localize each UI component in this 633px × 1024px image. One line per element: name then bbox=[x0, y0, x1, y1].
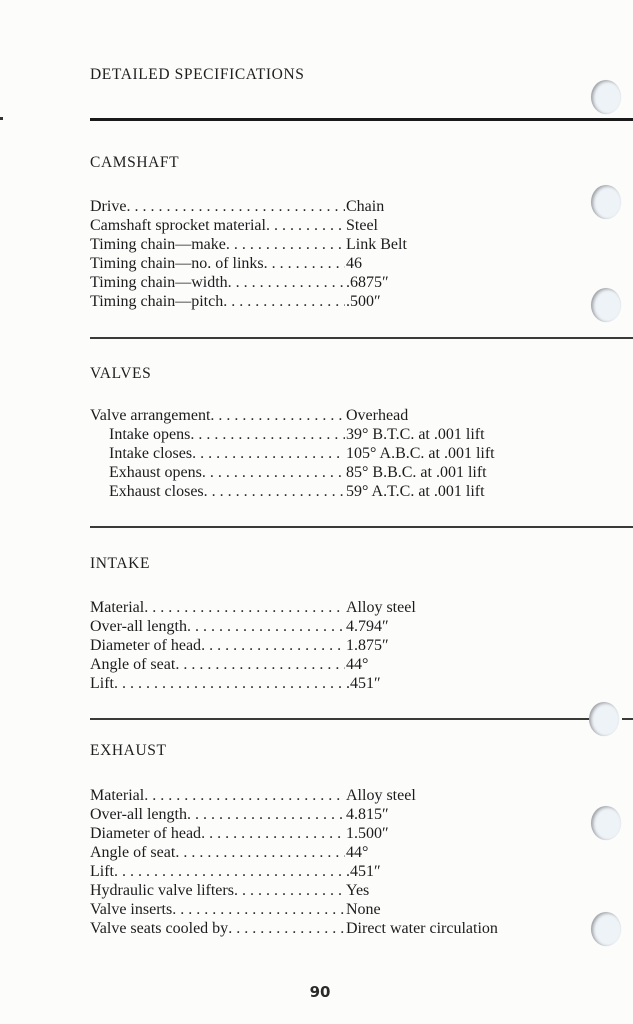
spec-label: Exhaust opens bbox=[109, 464, 202, 481]
spec-label: Timing chain—no. of links bbox=[90, 255, 264, 272]
spec-label: Over-all length bbox=[90, 618, 187, 635]
spec-row bbox=[90, 292, 560, 311]
spec-row bbox=[90, 881, 560, 900]
spec-row bbox=[90, 919, 560, 938]
spec-label: Material bbox=[90, 599, 145, 616]
spec-label: Valve seats cooled by bbox=[90, 920, 229, 937]
spec-label: Intake closes bbox=[109, 445, 193, 462]
spec-value: 1.500″ bbox=[346, 825, 389, 842]
section-title-valves: VALVES bbox=[90, 365, 152, 382]
spec-value: 85° B.B.C. at .001 lift bbox=[346, 464, 487, 481]
spec-row bbox=[90, 636, 560, 655]
spec-label: Material bbox=[90, 787, 145, 804]
spec-row bbox=[90, 444, 560, 463]
binder-hole-icon bbox=[589, 702, 619, 736]
section-divider-tail bbox=[622, 718, 633, 720]
spec-label: Angle of seat bbox=[90, 844, 176, 861]
spec-label: Angle of seat bbox=[90, 656, 176, 673]
spec-value: 4.794″ bbox=[346, 618, 389, 635]
binder-hole-icon bbox=[591, 806, 621, 840]
binder-hole-icon bbox=[591, 80, 621, 114]
spec-row bbox=[90, 482, 560, 501]
spec-value: .451″ bbox=[346, 863, 381, 880]
spec-row bbox=[90, 273, 560, 292]
spec-value: Overhead bbox=[346, 407, 409, 424]
spec-value: Yes bbox=[346, 882, 370, 899]
spec-value: 1.875″ bbox=[346, 637, 389, 654]
valves-spec-table bbox=[90, 406, 560, 501]
spec-label: Hydraulic valve lifters bbox=[90, 882, 234, 899]
spec-value: Alloy steel bbox=[346, 599, 416, 616]
spec-label: Lift bbox=[90, 675, 114, 692]
spec-label: Intake opens bbox=[109, 426, 191, 443]
spec-value: .6875″ bbox=[346, 274, 389, 291]
spec-row bbox=[90, 598, 560, 617]
spec-row bbox=[90, 824, 560, 843]
spec-row bbox=[90, 197, 560, 216]
spec-value: Chain bbox=[346, 198, 385, 215]
spec-row bbox=[90, 805, 560, 824]
spec-label: Camshaft sprocket material bbox=[90, 217, 266, 234]
spec-value: .451″ bbox=[346, 675, 381, 692]
camshaft-spec-table bbox=[90, 197, 560, 311]
spec-value: 105° A.B.C. at .001 lift bbox=[346, 445, 495, 462]
spec-row bbox=[90, 406, 560, 425]
edge-mark bbox=[0, 117, 3, 120]
section-divider bbox=[90, 526, 633, 528]
spec-label: Drive bbox=[90, 198, 127, 215]
spec-row bbox=[90, 425, 560, 444]
spec-label: Exhaust closes bbox=[109, 483, 204, 500]
spec-row bbox=[90, 862, 560, 881]
section-title-intake: INTAKE bbox=[90, 555, 151, 572]
header-rule bbox=[90, 118, 633, 121]
binder-hole-icon bbox=[591, 288, 621, 322]
binder-hole-icon bbox=[591, 185, 621, 219]
spec-label: Over-all length bbox=[90, 806, 187, 823]
spec-row bbox=[90, 463, 560, 482]
spec-label: Timing chain—width bbox=[90, 274, 228, 291]
page-number: 90 bbox=[309, 983, 331, 1001]
spec-value: 59° A.T.C. at .001 lift bbox=[346, 483, 485, 500]
spec-row bbox=[90, 655, 560, 674]
spec-value: 4.815″ bbox=[346, 806, 389, 823]
section-divider bbox=[90, 718, 590, 720]
spec-label: Diameter of head bbox=[90, 637, 202, 654]
spec-row bbox=[90, 617, 560, 636]
spec-value: Steel bbox=[346, 217, 378, 234]
spec-row bbox=[90, 786, 560, 805]
spec-row bbox=[90, 843, 560, 862]
spec-value: Direct water circulation bbox=[346, 920, 498, 937]
spec-label: Valve arrangement bbox=[90, 407, 211, 424]
spec-label: Diameter of head bbox=[90, 825, 202, 842]
spec-label: Timing chain—pitch bbox=[90, 293, 224, 310]
spec-value: Alloy steel bbox=[346, 787, 416, 804]
exhaust-spec-table bbox=[90, 786, 560, 938]
spec-value: .500″ bbox=[346, 293, 381, 310]
intake-spec-table bbox=[90, 598, 560, 693]
spec-value: 46 bbox=[346, 255, 362, 272]
section-title-camshaft: CAMSHAFT bbox=[90, 154, 180, 171]
spec-row bbox=[90, 900, 560, 919]
spec-value: 39° B.T.C. at .001 lift bbox=[346, 426, 485, 443]
section-title-exhaust: EXHAUST bbox=[90, 742, 167, 759]
binder-hole-icon bbox=[591, 912, 621, 946]
spec-value: 44° bbox=[346, 844, 369, 861]
spec-row bbox=[90, 254, 560, 273]
section-divider bbox=[90, 337, 633, 339]
spec-label: Valve inserts bbox=[90, 901, 173, 918]
spec-label: Timing chain—make bbox=[90, 236, 226, 253]
spec-value: None bbox=[346, 901, 381, 918]
spec-row bbox=[90, 235, 560, 254]
spec-label: Lift bbox=[90, 863, 114, 880]
spec-row bbox=[90, 216, 560, 235]
spec-row bbox=[90, 674, 560, 693]
page-title: DETAILED SPECIFICATIONS bbox=[90, 66, 305, 83]
spec-value: Link Belt bbox=[346, 236, 407, 253]
spec-value: 44° bbox=[346, 656, 369, 673]
